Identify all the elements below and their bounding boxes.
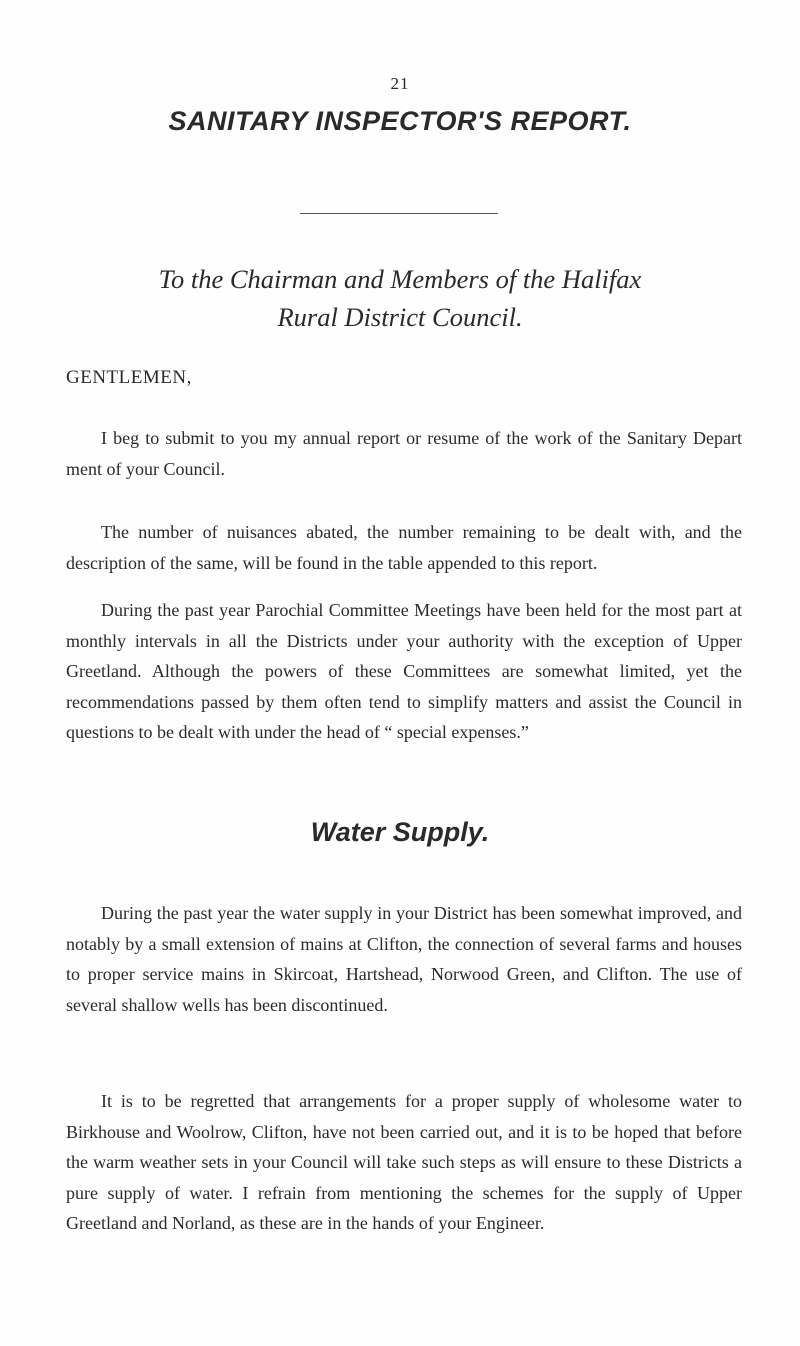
nuisances-paragraph: The number of nuisances abated, the number remaining to be dealt with, and the description of the same, will be found in the table appended to this report. [66, 522, 742, 573]
address-line-2: Rural District Council. [277, 302, 523, 332]
address-block [0, 260, 800, 336]
title-divider [300, 213, 498, 214]
salutation: GENTLEMEN, [66, 367, 192, 388]
water-supply-heading: Water Supply. [310, 817, 490, 847]
intro-paragraph: I beg to submit to you my annual report or resume of the work of the Sanitary Depart ment of your Council. [66, 428, 742, 479]
water-supply-paragraph-2: It is to be regretted that arrangements for a proper supply of wholesome water to Birkhouse and Woolrow, Clifton, have not been carried out, and it is to be hoped that before the warm weather sets in your Council will take such steps as will ensure to these Districts a pure supply of water. I refrain from mentioning the schemes for the supply of Upper Greetland and Norland, as these are in the hands of your Engineer. [66, 1091, 742, 1233]
water-supply-paragraph-1: During the past year the water supply in your District has been somewhat improved, and notably by a small extension of mains at Clifton, the connection of several farms and houses to proper service mains in Skircoat, Hartshead, Norwood Green, and Clifton. The use of several shallow wells has been discontinued. [66, 903, 742, 1015]
page-number: 21 [390, 74, 410, 93]
report-title: SANITARY INSPECTOR'S REPORT. [168, 106, 632, 136]
committee-paragraph: During the past year Parochial Committee Meetings have been held for the most part at monthly intervals in all the Districts under your authority with the exception of Upper Greetland. Although the powers of these Committees are somewhat limited, yet the recommendations passed by them often tend to simplify matters and assist the Council in questions to be dealt with under the head of “ special expenses.” [66, 600, 742, 742]
address-line-1: To the Chairman and Members of the Halifax [158, 264, 642, 294]
